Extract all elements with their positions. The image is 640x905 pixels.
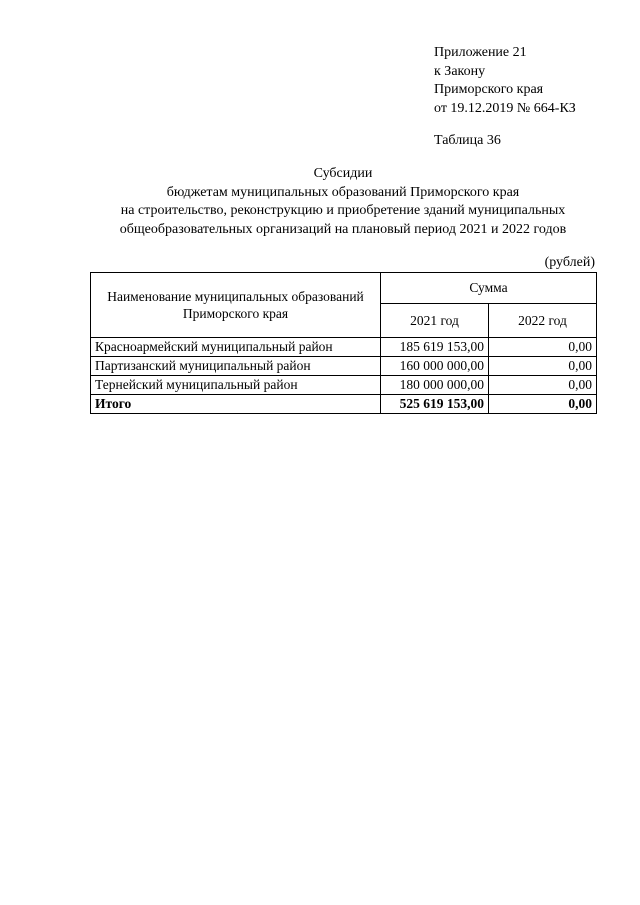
row-name: Красноармейский муниципальный район: [91, 338, 381, 357]
total-value-2021: 525 619 153,00: [381, 395, 489, 414]
subsidy-table: [90, 272, 597, 414]
appendix-line: Приморского края: [434, 82, 544, 97]
total-value-2022: 0,00: [489, 395, 597, 414]
appendix-reference: [434, 44, 576, 118]
row-value-2021: 185 619 153,00: [381, 338, 489, 357]
title-line: бюджетам муниципальных образований Приморского края: [166, 184, 520, 200]
table-header-row: [91, 273, 597, 304]
row-name: Тернейский муниципальный район: [91, 376, 381, 395]
row-name: Партизанский муниципальный район: [91, 357, 381, 376]
units-label: (рублей): [544, 255, 595, 270]
column-header-2022: 2022 год: [489, 304, 597, 338]
row-value-2022: 0,00: [489, 338, 597, 357]
appendix-line: Приложение 21: [434, 45, 527, 60]
table-row: [91, 338, 597, 357]
total-label: Итого: [91, 395, 381, 414]
table-row: [91, 376, 597, 395]
column-header-sum: Сумма: [381, 273, 597, 304]
table-row: [91, 357, 597, 376]
title-line: общеобразовательных организаций на плановый период 2021 и 2022 годов: [119, 221, 567, 237]
row-value-2022: 0,00: [489, 376, 597, 395]
document-title: [90, 165, 596, 239]
appendix-line: к Закону: [434, 63, 486, 79]
row-value-2021: 160 000 000,00: [381, 357, 489, 376]
appendix-line: от 19.12.2019 № 664-КЗ: [434, 100, 576, 116]
title-line: на строительство, реконструкцию и приобретение зданий муниципальных: [120, 203, 566, 218]
column-header-name: Наименование муниципальных образований Приморского края: [91, 273, 381, 338]
row-value-2022: 0,00: [489, 357, 597, 376]
column-header-2021: 2021 год: [381, 304, 489, 338]
title-line: Субсидии: [313, 166, 373, 181]
table-total-row: [91, 395, 597, 414]
table-number: Таблица 36: [434, 133, 501, 148]
row-value-2021: 180 000 000,00: [381, 376, 489, 395]
